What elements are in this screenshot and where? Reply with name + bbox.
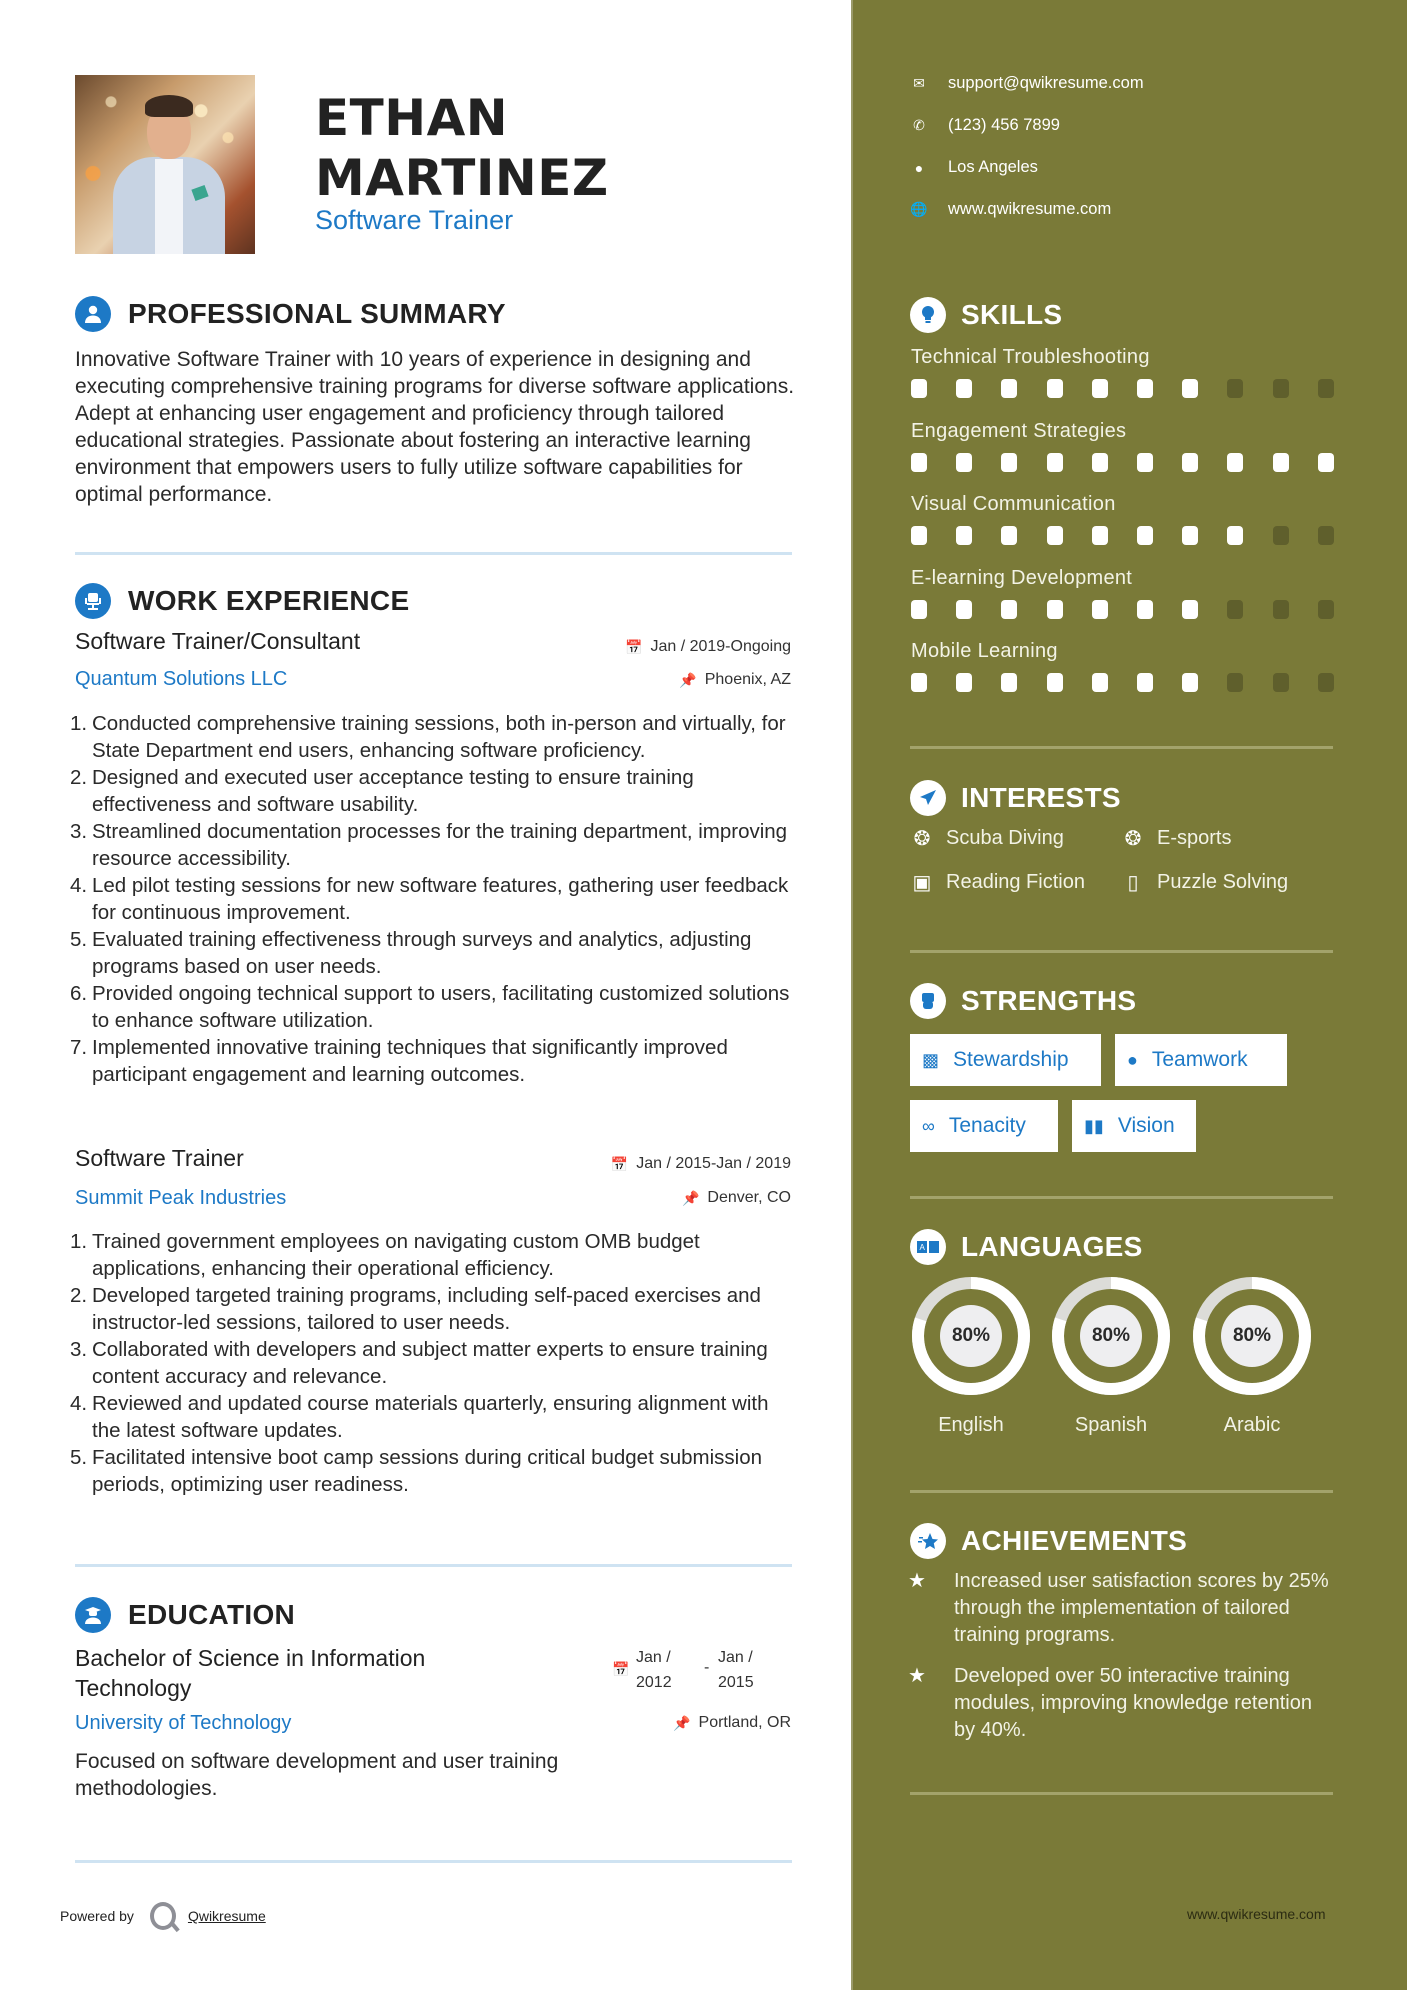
paper-plane-icon bbox=[910, 780, 946, 816]
office-chair-icon bbox=[75, 583, 111, 619]
language-percent: 80% bbox=[1221, 1305, 1283, 1367]
skill-dot-empty bbox=[1318, 379, 1334, 398]
footer-website[interactable]: www.qwikresume.com bbox=[1187, 1906, 1326, 1922]
skill-dot-empty bbox=[1273, 600, 1289, 619]
skill-rating bbox=[911, 600, 1341, 620]
language-progress-ring bbox=[1050, 1275, 1172, 1397]
section-divider bbox=[75, 1564, 792, 1567]
language-progress-ring bbox=[910, 1275, 1032, 1397]
skill-dot-filled bbox=[1137, 453, 1153, 472]
binoculars-icon: ▮▮ bbox=[1084, 1115, 1104, 1136]
section-divider bbox=[910, 1792, 1333, 1795]
gamepad-icon: ▣ bbox=[912, 872, 932, 894]
interest-item: ❂ E-sports bbox=[1121, 826, 1231, 851]
skill-dot-empty bbox=[1227, 600, 1243, 619]
skill-dot-filled bbox=[1001, 673, 1017, 692]
job-location: 📌 Phoenix, AZ bbox=[679, 671, 791, 688]
skill-dot-filled bbox=[1273, 453, 1289, 472]
language-item bbox=[1050, 1275, 1172, 1437]
list-item: 4. Reviewed and updated course materials quarterly, ensuring alignment with the latest software updates. bbox=[70, 1392, 769, 1442]
skill-dot-filled bbox=[956, 673, 972, 692]
job-company: Summit Peak Industries bbox=[75, 1187, 287, 1209]
list-item: 5. Facilitated intensive boot camp sessions during critical budget submission periods, optimizing user readiness. bbox=[70, 1446, 763, 1496]
skill-dot-filled bbox=[911, 526, 927, 545]
language-item bbox=[1191, 1275, 1313, 1437]
skill-dot-empty bbox=[1318, 600, 1334, 619]
section-divider bbox=[910, 1490, 1333, 1493]
school-name: University of Technology bbox=[75, 1712, 292, 1734]
skill-rating bbox=[911, 453, 1341, 473]
skill-dot-filled bbox=[956, 600, 972, 619]
graduate-icon bbox=[75, 1597, 111, 1633]
skill-item bbox=[911, 493, 1341, 546]
skill-dot-filled bbox=[911, 453, 927, 472]
translate-icon bbox=[910, 1229, 946, 1265]
contact-phone: ✆ (123) 456 7899 bbox=[910, 116, 1060, 135]
job-dates: 📅 Jan / 2015-Jan / 2019 bbox=[610, 1155, 791, 1172]
skill-dot-filled bbox=[1137, 379, 1153, 398]
skill-dot-filled bbox=[1137, 600, 1153, 619]
achievement-item: ★ Developed over 50 interactive training modules, improving knowledge retention by 40%. bbox=[908, 1663, 1338, 1744]
skill-rating bbox=[911, 526, 1341, 546]
languages-heading: A LANGUAGES bbox=[910, 1229, 1143, 1265]
globe-icon: 🌐 bbox=[910, 201, 928, 217]
fist-icon bbox=[910, 983, 946, 1019]
skill-label: Visual Communication bbox=[911, 493, 1116, 515]
skill-dot-filled bbox=[1182, 453, 1198, 472]
skill-dot-filled bbox=[1182, 379, 1198, 398]
section-divider bbox=[910, 1196, 1333, 1199]
interests-heading: INTERESTS bbox=[910, 780, 1121, 816]
life-ring-icon: ❂ bbox=[913, 828, 931, 850]
skill-dot-filled bbox=[956, 379, 972, 398]
achievements-heading: ACHIEVEMENTS bbox=[910, 1523, 1187, 1559]
skill-dot-filled bbox=[1092, 453, 1108, 472]
contact-website[interactable]: 🌐 www.qwikresume.com bbox=[910, 200, 1112, 218]
skill-rating bbox=[911, 673, 1341, 693]
skill-dot-filled bbox=[1001, 526, 1017, 545]
skill-dot-empty bbox=[1227, 673, 1243, 692]
list-item: 5. Evaluated training effectiveness through surveys and analytics, adjusting programs based on user needs. bbox=[70, 928, 752, 978]
skill-dot-empty bbox=[1273, 673, 1289, 692]
skill-item bbox=[911, 640, 1341, 693]
skill-dot-empty bbox=[1318, 526, 1334, 545]
skill-dot-filled bbox=[1092, 526, 1108, 545]
list-item: 7. Implemented innovative training techniques that significantly improved participant engagement and learning outcomes. bbox=[70, 1036, 728, 1086]
powered-by: Powered by Qwikresume bbox=[60, 1902, 266, 1930]
language-percent: 80% bbox=[940, 1305, 1002, 1367]
skill-dot-filled bbox=[956, 526, 972, 545]
candidate-job-title: Software Trainer bbox=[315, 205, 514, 235]
name-first: ETHAN bbox=[315, 89, 509, 147]
map-marker-icon: ● bbox=[914, 159, 924, 176]
skill-label: Mobile Learning bbox=[911, 640, 1058, 662]
skill-rating bbox=[911, 379, 1341, 399]
skill-dot-empty bbox=[1273, 526, 1289, 545]
education-location: 📌 Portland, OR bbox=[673, 1714, 791, 1731]
language-percent: 80% bbox=[1080, 1305, 1142, 1367]
skill-dot-filled bbox=[1092, 673, 1108, 692]
skill-label: E-learning Development bbox=[911, 566, 1133, 589]
skill-dot-filled bbox=[1182, 600, 1198, 619]
job-title: Software Trainer/Consultant bbox=[75, 628, 361, 654]
degree-title: Bachelor of Science in Information Technology bbox=[75, 1645, 426, 1701]
skill-dot-empty bbox=[1227, 379, 1243, 398]
calendar-icon: 📅 bbox=[610, 1155, 629, 1172]
pushpin-icon: 📌 bbox=[681, 1189, 700, 1206]
skill-item bbox=[911, 346, 1341, 399]
qwikresume-logo-icon bbox=[150, 1902, 176, 1930]
experience-heading: WORK EXPERIENCE bbox=[75, 583, 409, 619]
skill-dot-filled bbox=[1092, 379, 1108, 398]
list-item: 1. Conducted comprehensive training sessions, both in-person and virtually, for State Department end users, enhancing software proficiency. bbox=[70, 712, 786, 762]
list-item: 1. Trained government employees on navigating custom OMB budget applications, enhancing their operational efficiency. bbox=[70, 1230, 700, 1280]
shooting-star-icon: ★ bbox=[908, 1570, 926, 1592]
strength-chip: ▩ Stewardship bbox=[910, 1034, 1101, 1086]
user-icon bbox=[75, 296, 111, 332]
lightbulb-icon bbox=[910, 297, 946, 333]
skill-dot-filled bbox=[911, 379, 927, 398]
summary-heading: PROFESSIONAL SUMMARY bbox=[75, 296, 506, 332]
strength-chip: ● Teamwork bbox=[1115, 1034, 1287, 1086]
job-location: 📌 Denver, CO bbox=[681, 1189, 791, 1206]
skill-dot-filled bbox=[956, 453, 972, 472]
job-responsibilities bbox=[70, 1228, 800, 1498]
list-item: 2. Developed targeted training programs, including self-paced exercises and instructor-led sessions, tailored to user needs. bbox=[70, 1284, 761, 1334]
skill-dot-filled bbox=[1318, 453, 1334, 472]
skill-dot-filled bbox=[1227, 526, 1243, 545]
strengths-heading: STRENGTHS bbox=[910, 983, 1136, 1019]
language-item bbox=[910, 1275, 1032, 1437]
section-divider bbox=[75, 552, 792, 555]
contact-location: ● Los Angeles bbox=[910, 158, 1038, 177]
skill-dot-filled bbox=[1092, 600, 1108, 619]
skill-dot-filled bbox=[911, 600, 927, 619]
pushpin-icon: 📌 bbox=[679, 671, 697, 688]
skill-dot-filled bbox=[1047, 453, 1063, 472]
skills-heading: SKILLS bbox=[910, 297, 1062, 333]
link-icon: ∞ bbox=[922, 1115, 935, 1136]
users-icon: ● bbox=[1127, 1049, 1138, 1070]
job-title: Software Trainer bbox=[75, 1145, 244, 1171]
skill-label: Engagement Strategies bbox=[911, 419, 1127, 442]
language-name: Spanish bbox=[1074, 1414, 1148, 1436]
job-responsibilities bbox=[70, 710, 800, 1088]
skill-dot-filled bbox=[1001, 453, 1017, 472]
calendar-icon: 📅 bbox=[612, 1661, 630, 1677]
summary-text: Innovative Software Trainer with 10 years of experience in designing and executing comprehensive training programs for diverse software applications. Adept at enhancing user engagement and proficiency through tailored educational strategies. Passionate about fostering an interactive learning environment that empowers users to fully utilize software capabilities for optimal performance. bbox=[75, 348, 795, 506]
svg-text:A: A bbox=[919, 1243, 925, 1252]
skill-label: Technical Troubleshooting bbox=[911, 346, 1150, 368]
language-progress-ring bbox=[1191, 1275, 1313, 1397]
skill-dot-empty bbox=[1318, 673, 1334, 692]
job-dates: 📅 Jan / 2019-Ongoing bbox=[625, 638, 791, 655]
strength-chip: ∞ Tenacity bbox=[910, 1100, 1058, 1152]
envelope-icon: ✉ bbox=[913, 75, 925, 91]
interest-item: ▯ Puzzle Solving bbox=[1121, 870, 1288, 895]
language-name: Arabic bbox=[1223, 1414, 1281, 1436]
interest-item: ▣ Reading Fiction bbox=[910, 870, 1085, 895]
candidate-name bbox=[315, 88, 609, 208]
achievement-item: ★ Increased user satisfaction scores by 25% through the implementation of tailored training programs. bbox=[908, 1568, 1338, 1649]
skill-dot-filled bbox=[1047, 526, 1063, 545]
education-description: Focused on software development and user training methodologies. bbox=[75, 1750, 559, 1800]
phone-icon: ✆ bbox=[913, 117, 925, 133]
skill-dot-filled bbox=[1001, 379, 1017, 398]
shooting-star-icon: ★ bbox=[908, 1665, 926, 1687]
briefcase-icon: ▩ bbox=[922, 1049, 940, 1070]
skill-dot-filled bbox=[1227, 453, 1243, 472]
section-divider bbox=[75, 1860, 792, 1863]
skill-dot-filled bbox=[911, 673, 927, 692]
skill-dot-filled bbox=[1047, 600, 1063, 619]
skill-dot-filled bbox=[1182, 526, 1198, 545]
skill-item bbox=[911, 420, 1341, 473]
pushpin-icon: 📌 bbox=[673, 1714, 691, 1731]
life-ring-icon: ❂ bbox=[1124, 828, 1142, 850]
skill-dot-filled bbox=[1137, 526, 1153, 545]
section-divider bbox=[910, 950, 1333, 953]
list-item: 6. Provided ongoing technical support to users, facilitating customized solutions to enhance software utilization. bbox=[70, 982, 790, 1032]
education-heading: EDUCATION bbox=[75, 1597, 295, 1633]
contact-email[interactable]: ✉ support@qwikresume.com bbox=[910, 74, 1144, 93]
main-column: ETHAN MARTINEZ Software Trainer PROFESSIONAL SUMMARY Innovative Software Trainer with 10 years of experience in designing and executing comprehensive training programs for diverse software applications. Adept at enhancing user engagement and proficiency through tailored educational strategies. Passionate about fostering an interactive learning environment that empowers users to fully utilize software capabilities for optimal performance. WORK EXPERIENCE Software Trainer/Consultant 📅 Jan / 2019-Ongoing Quantum Solutions LLC 📌 Phoenix, AZ 1. Conducted comprehensive training sessions, both in-person and virtually, for State Department end users, enhancing software proficiency. 2. Designed and executed user acceptance testing to ensure training effectiveness and software usability. 3. Streamlined documentation processes for the training department, improving resource accessibility. 4. Led pilot testing sessions for new software features, gathering user feedback for continuous improvement. 5. Evaluated training effectiveness through surveys and analytics, adjusting programs based on user needs. 6. Provided ongoing technical support to users, facilitating customized solutions to enhance software utilization. 7. Implemented innovative training techniques that significantly improved participant engagement and learning outcomes. Software Trainer 📅 Jan / 2015-Jan / 2019 Summit Peak Industries 📌 Denver, CO 1. Trained government employees on navigating custom OMB budget applications, enhancing their operational efficiency. 2. Developed targeted training programs, including self-paced exercises and instructor-led sessions, tailored to user needs. 3. Collaborated with developers and subject matter experts to ensure training content accuracy and relevance. 4. Reviewed and updated course materials quarterly, ensuring alignment with the latest software updates. 5. Facilitated intensive boot camp sessions during critical budget submission periods, optimizing user readiness. EDUCATION Bachelor of Science in Information Technology 📅 Jan / 2012 - Jan / 2015 University of Technology 📌 Portland, OR Focused on software development and user training methodologies. Powered by Qwikresume bbox=[0, 0, 851, 1990]
language-name: English bbox=[938, 1414, 1004, 1436]
list-item: 4. Led pilot testing sessions for new software features, gathering user feedback for continuous improvement. bbox=[70, 874, 789, 924]
interest-item: ❂ Scuba Diving bbox=[910, 826, 1064, 851]
job-company: Quantum Solutions LLC bbox=[75, 668, 288, 690]
calendar-icon: 📅 bbox=[625, 638, 643, 655]
skill-dot-filled bbox=[1137, 673, 1153, 692]
skill-item bbox=[911, 567, 1341, 620]
list-item: 3. Streamlined documentation processes for the training department, improving resource accessibility. bbox=[70, 820, 788, 870]
section-divider bbox=[910, 746, 1333, 749]
list-item: 2. Designed and executed user acceptance testing to ensure training effectiveness and software usability. bbox=[70, 766, 694, 816]
list-item: 3. Collaborated with developers and subject matter experts to ensure training content accuracy and relevance. bbox=[70, 1338, 768, 1388]
book-icon: ▯ bbox=[1127, 872, 1139, 894]
skill-dot-filled bbox=[1182, 673, 1198, 692]
strength-chip: ▮▮ Vision bbox=[1072, 1100, 1196, 1152]
name-last: MARTINEZ bbox=[315, 149, 609, 207]
shooting-star-icon bbox=[910, 1523, 946, 1559]
skill-dot-empty bbox=[1273, 379, 1289, 398]
skill-dot-filled bbox=[1001, 600, 1017, 619]
profile-photo bbox=[75, 75, 255, 254]
qwikresume-link[interactable]: Qwikresume bbox=[187, 1908, 266, 1924]
skill-dot-filled bbox=[1047, 673, 1063, 692]
skill-dot-filled bbox=[1047, 379, 1063, 398]
